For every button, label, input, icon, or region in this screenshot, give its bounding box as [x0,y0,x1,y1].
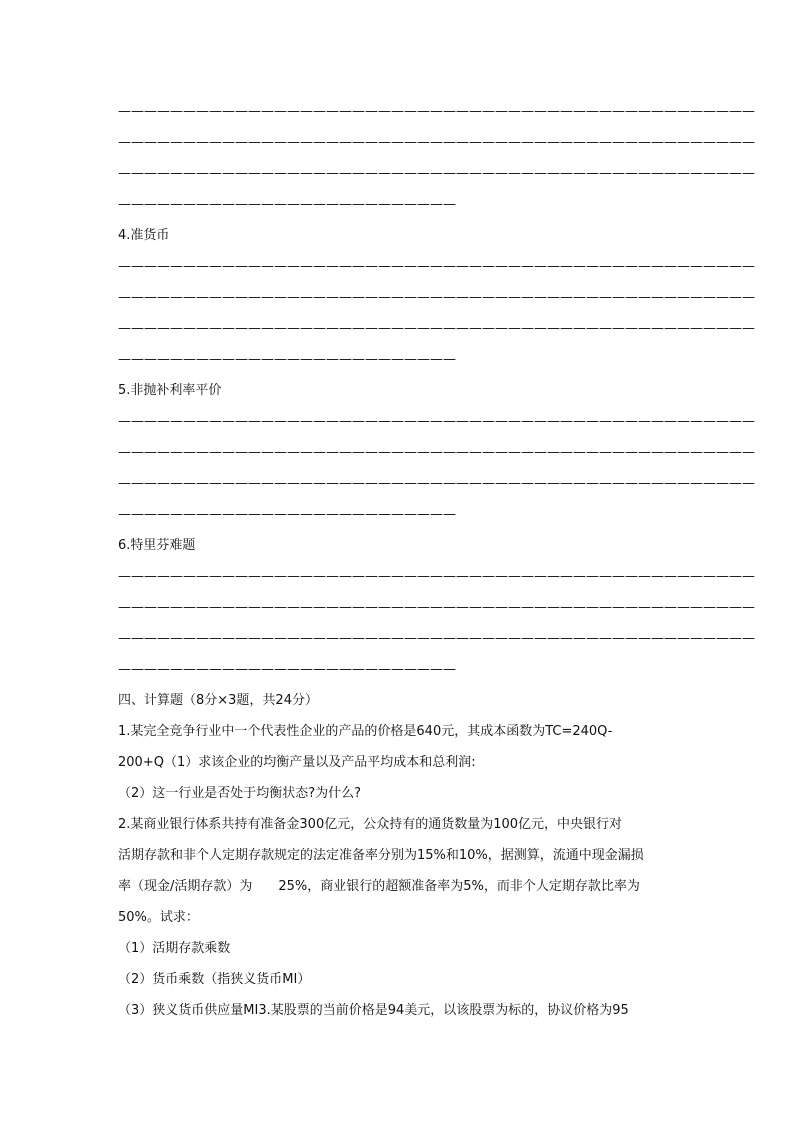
calc-q1-line: （2）这一行业是否处于均衡状态?为什么? [118,786,362,801]
document-page [118,96,755,1026]
calc-q1-line: 1.某完全竞争行业中一个代表性企业的产品的价格是640元，其成本函数为TC=240Q- [118,724,613,739]
answer-line: ————————————————————————————————————————————————— [118,476,755,491]
question-6-title: 6.特里芬难题 [118,538,196,553]
calc-q2-line: 50%。试求： [118,910,199,925]
answer-line: ————————————————————————————————————————————————— [118,321,755,336]
answer-line: ————————————————————————————————————————————————— [118,600,755,615]
calc-q2-line: 活期存款和非个人定期存款规定的法定准备率分别为15%和10%，据测算，流通中现金漏损 [118,848,644,863]
answer-line: ————————————————————————————————————————————————— [118,445,755,460]
answer-line: ————————————————————————————————————————————————— [118,135,755,150]
answer-line: —————————————————————————— [118,507,456,522]
calc-q2-sub: （1）活期存款乘数 [118,941,231,956]
answer-line: ————————————————————————————————————————————————— [118,104,755,119]
calc-q2-line: 率（现金/活期存款）为 25%，商业银行的超额准备率为5%，而非个人定期存款比率为 [118,879,640,894]
calc-q2-line: 2.某商业银行体系共持有准备金300亿元，公众持有的通货数量为100亿元，中央银行对 [118,817,623,832]
answer-line: —————————————————————————— [118,352,456,367]
calc-q1-line: 200+Q（1）求该企业的均衡产量以及产品平均成本和总利润: [118,755,476,770]
answer-line: ————————————————————————————————————————————————— [118,290,755,305]
answer-line: ————————————————————————————————————————————————— [118,166,755,181]
answer-line: —————————————————————————— [118,197,456,212]
section-4-heading: 四、计算题（8分×3题，共24分） [118,693,318,708]
calc-q2-sub: （3）狭义货币供应量MI3.某股票的当前价格是94美元，以该股票为标的，协议价格为95 [118,1003,629,1018]
calc-q2-sub: （2）货币乘数（指狭义货币MI） [118,972,311,987]
answer-line: ————————————————————————————————————————————————— [118,414,755,429]
answer-line: ————————————————————————————————————————————————— [118,569,755,584]
answer-line: ————————————————————————————————————————————————— [118,631,755,646]
question-4-title: 4.准货币 [118,228,170,243]
answer-line: ————————————————————————————————————————————————— [118,259,755,274]
question-5-title: 5.非抛补利率平价 [118,383,222,398]
answer-line: —————————————————————————— [118,662,456,677]
